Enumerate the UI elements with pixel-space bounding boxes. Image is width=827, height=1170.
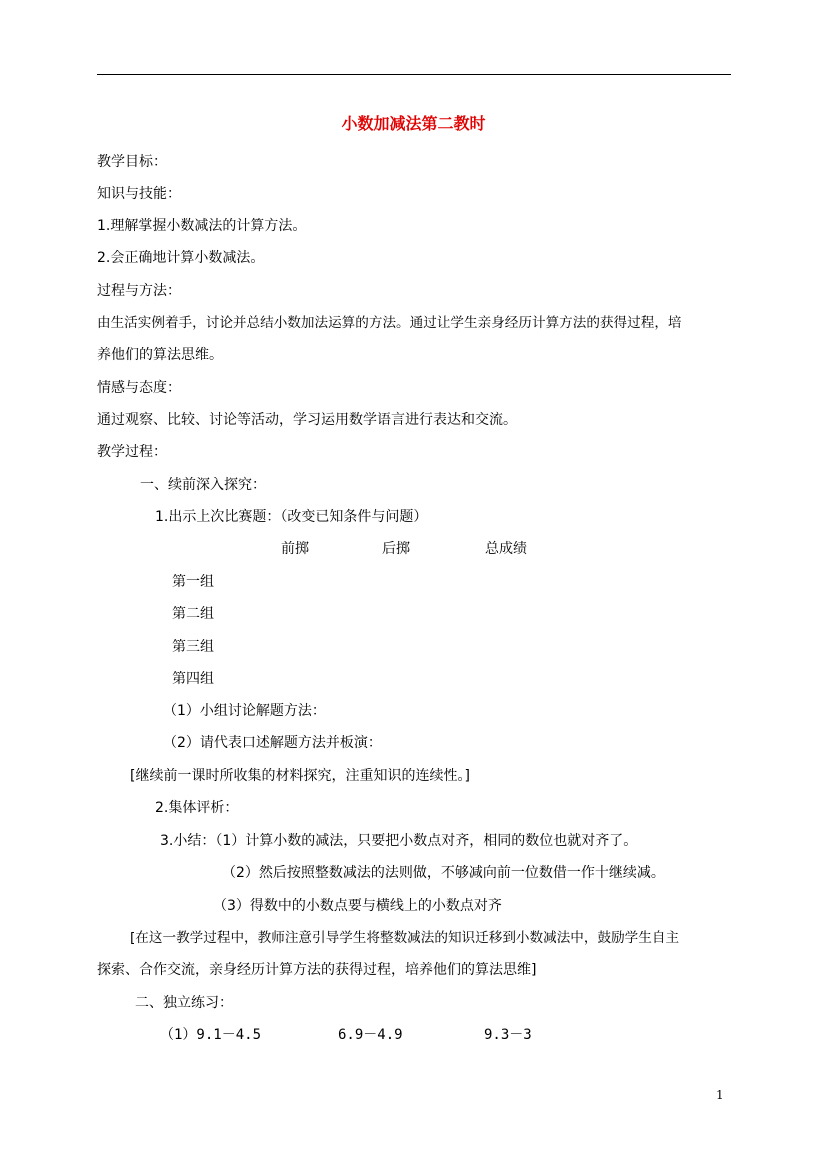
- item-2: 2.集体评析：: [155, 800, 239, 816]
- sub-item-2: （2）请代表口述解题方法并板演：: [163, 735, 382, 751]
- table-row-label: 第三组: [172, 639, 214, 655]
- note-1: [继续前一课时所收集的材料探究，注重知识的连续性。]: [130, 768, 470, 784]
- exercise-item: （1）9.1－4.5: [160, 1027, 262, 1043]
- sub-item-1: （1）小组讨论解题方法：: [163, 703, 326, 719]
- table-header: 前掷: [281, 541, 309, 557]
- emotion-text: 通过观察、比较、讨论等活动，学习运用数学语言进行表达和交流。: [97, 412, 517, 428]
- table-row-label: 第四组: [172, 671, 214, 687]
- table-row-label: 第一组: [172, 574, 214, 590]
- item-3-summary: 3.小结：（1）计算小数的减法，只要把小数点对齐，相同的数位也就对齐了。: [160, 833, 638, 849]
- note-2-line-2: 探索、合作交流，亲身经历计算方法的获得过程，培养他们的算法思维]: [97, 962, 537, 978]
- note-2-line-1: [在这一教学过程中，教师注意引导学生将整数减法的知识迁移到小数减法中，鼓励学生自主: [130, 930, 680, 946]
- emotion-heading: 情感与态度：: [97, 380, 181, 396]
- table-row-label: 第二组: [172, 606, 214, 622]
- teaching-process-heading: 教学过程：: [97, 444, 167, 460]
- exercise-item: 9.3－3: [484, 1027, 532, 1043]
- table-header: 总成绩: [485, 541, 527, 557]
- section-1-heading: 一、续前深入探究：: [140, 477, 266, 493]
- page-number: 1: [716, 1088, 724, 1102]
- knowledge-heading: 知识与技能：: [97, 186, 181, 202]
- knowledge-item-1: 1.理解掌握小数减法的计算方法。: [97, 218, 307, 234]
- knowledge-item-2: 2.会正确地计算小数减法。: [97, 250, 265, 266]
- section-2-heading: 二、独立练习：: [135, 995, 233, 1011]
- summary-point-3: （3）得数中的小数点要与横线上的小数点对齐: [213, 898, 502, 914]
- process-method-text-line-1: 由生活实例着手，讨论并总结小数加法运算的方法。通过让学生亲身经历计算方法的获得过程，培: [97, 315, 682, 331]
- process-method-heading: 过程与方法：: [97, 283, 181, 299]
- goals-heading: 教学目标：: [97, 154, 167, 170]
- header-rule: [97, 74, 731, 75]
- page-title: 小数加减法第二教时: [341, 114, 486, 133]
- table-header: 后掷: [382, 541, 410, 557]
- process-method-text-line-2: 养他们的算法思维。: [97, 347, 223, 363]
- summary-point-2: （2）然后按照整数减法的法则做，不够减向前一位数借一作十继续减。: [222, 865, 665, 881]
- exercise-item: 6.9－4.9: [338, 1027, 403, 1043]
- item-1: 1.出示上次比赛题：（改变已知条件与问题）: [155, 509, 428, 525]
